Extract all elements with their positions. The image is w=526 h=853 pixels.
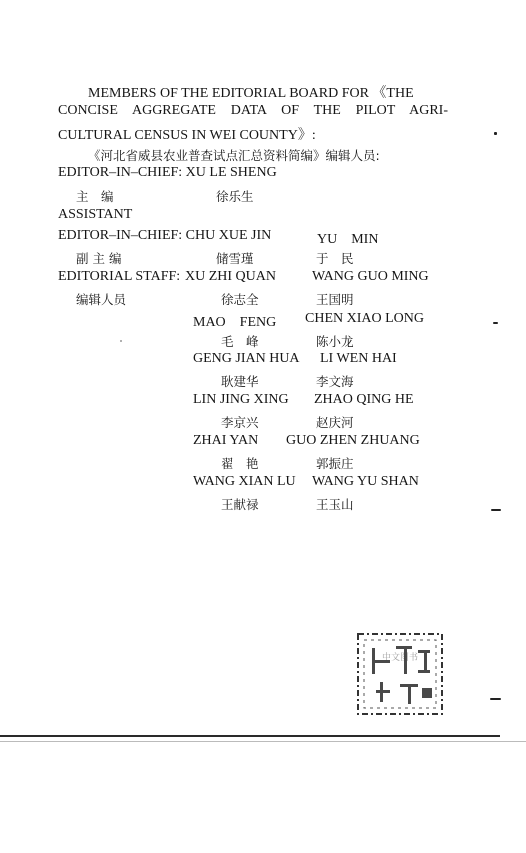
library-stamp	[352, 630, 448, 720]
staff-name-zh: 郭振庄	[316, 456, 354, 471]
staff-name-zh: 耿建华	[221, 374, 259, 389]
staff-name-en: WANG YU SHAN	[312, 474, 419, 489]
staff-name-en: XU ZHI QUAN	[185, 269, 276, 284]
assistant-editor-zh-name-1: 储雪瑾	[216, 251, 254, 266]
staff-name-zh: 徐志全	[221, 292, 259, 307]
assistant-editor-en-name-2: YU MIN	[317, 232, 379, 247]
scan-mark	[490, 698, 501, 700]
staff-name-en: LI WEN HAI	[320, 351, 397, 366]
staff-name-zh: 李京兴	[221, 415, 259, 430]
staff-name-en: WANG GUO MING	[312, 269, 429, 284]
staff-name-en: ZHAI YAN	[193, 433, 259, 448]
page-bottom-rule-faint	[0, 741, 526, 742]
staff-name-en: ZHAO QING HE	[314, 392, 414, 407]
assistant-editor-zh-label: 副 主 编	[76, 251, 122, 266]
staff-name-en: GUO ZHEN ZHUANG	[286, 433, 420, 448]
page-bottom-rule	[0, 735, 500, 737]
staff-name-zh: 王国明	[316, 292, 354, 307]
scan-mark	[491, 509, 501, 511]
scan-mark	[120, 340, 122, 342]
staff-name-en: WANG XIAN LU	[193, 474, 296, 489]
staff-name-zh: 王献禄	[221, 497, 259, 512]
staff-name-en: GENG JIAN HUA	[193, 351, 300, 366]
staff-name-en: LIN JING XING	[193, 392, 289, 407]
staff-name-zh: 王玉山	[316, 497, 354, 512]
editorial-staff-label: EDITORIAL STAFF:	[58, 269, 181, 284]
heading-line-2: CONCISE AGGREGATE DATA OF THE PILOT AGRI-	[58, 103, 448, 118]
editor-in-chief-en: EDITOR–IN–CHIEF: XU LE SHENG	[58, 165, 277, 180]
editorial-staff-zh-label: 编辑人员	[76, 292, 127, 307]
assistant-editor-en: EDITOR–IN–CHIEF: CHU XUE JIN	[58, 228, 272, 243]
staff-name-zh: 赵庆河	[316, 415, 354, 430]
scan-mark	[494, 132, 497, 135]
staff-name-zh: 翟 艳	[221, 456, 259, 471]
heading-line-3: CULTURAL CENSUS IN WEI COUNTY》:	[58, 128, 316, 143]
heading-chinese: 《河北省威县农业普查试点汇总资料简编》编辑人员:	[88, 148, 380, 163]
assistant-label: ASSISTANT	[58, 207, 133, 222]
staff-name-zh: 毛 峰	[221, 334, 259, 349]
staff-name-en: MAO FENG	[193, 315, 277, 330]
editor-in-chief-zh-name: 徐乐生	[216, 189, 254, 204]
staff-name-zh: 李文海	[316, 374, 354, 389]
editor-in-chief-zh-label: 主 编	[76, 189, 114, 204]
stamp-text: 中文图书	[381, 653, 419, 663]
assistant-editor-zh-name-2: 于 民	[316, 251, 354, 266]
staff-name-zh: 陈小龙	[316, 334, 354, 349]
scan-mark	[493, 322, 498, 324]
staff-name-en: CHEN XIAO LONG	[305, 311, 424, 326]
heading-line-1: MEMBERS OF THE EDITORIAL BOARD FOR 《THE	[88, 86, 414, 101]
